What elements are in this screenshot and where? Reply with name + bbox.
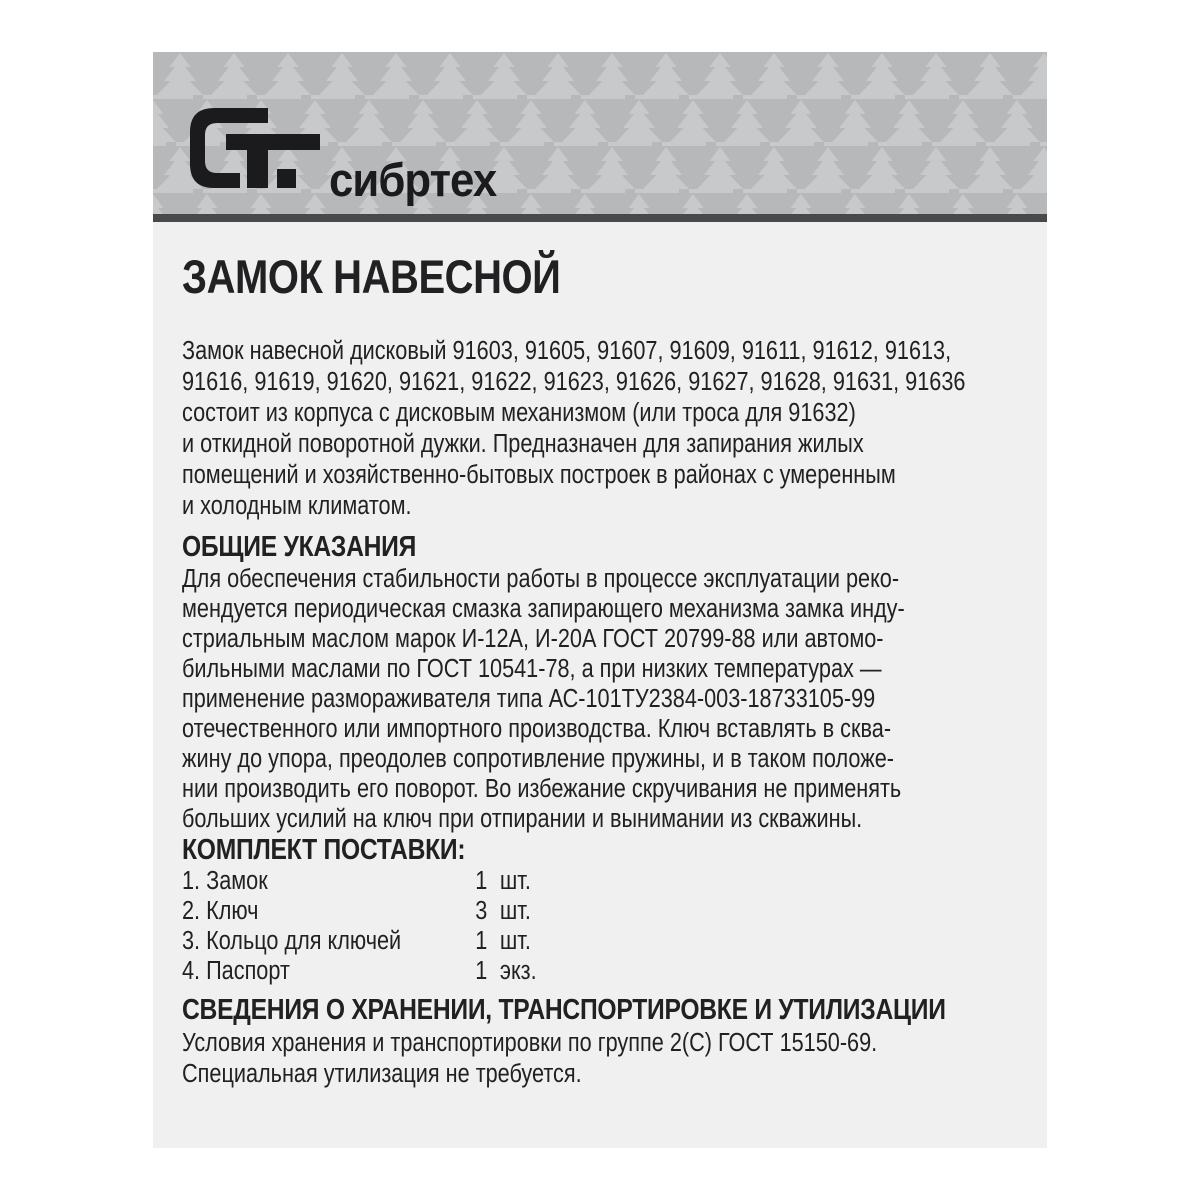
section-kit-heading: КОМПЛЕКТ ПОСТАВКИ: bbox=[182, 834, 466, 866]
brand-header bbox=[153, 52, 1047, 214]
product-passport-page bbox=[153, 52, 1047, 1148]
general-line: отечественного или импортного производства. Ключ вставлять в сква- bbox=[182, 715, 892, 743]
general-line: бильными маслами по ГОСТ 10541-78, а при низких температурах — bbox=[182, 655, 882, 683]
general-paragraph bbox=[182, 564, 1015, 834]
kit-item-name: 3. Кольцо для ключей bbox=[182, 927, 402, 955]
intro-line: Замок навесной дисковый 91603, 91605, 91607, 91609, 91611, 91612, 91613, bbox=[182, 337, 952, 365]
general-line: применение размораживателя типа АС-101ТУ2384-003-18733105-99 bbox=[182, 685, 876, 713]
intro-line: и откидной поворотной дужки. Предназначен для запирания жилых bbox=[182, 430, 864, 458]
general-line: нии производить его поворот. Во избежание скручивания не применять bbox=[182, 775, 902, 803]
general-line: больших усилий на ключ при отпирании и вынимании из скважины. bbox=[182, 805, 863, 833]
section-storage-heading: СВЕДЕНИЯ О ХРАНЕНИИ, ТРАНСПОРТИРОВКЕ И УТИЛИЗАЦИИ bbox=[182, 994, 946, 1026]
intro-line: состоит из корпуса с дисковым механизмом (или троса для 91632) bbox=[182, 399, 856, 427]
kit-list bbox=[182, 866, 1015, 986]
kit-item-qty: 3 bbox=[475, 897, 488, 925]
kit-row bbox=[182, 956, 1015, 986]
brand-logo bbox=[153, 52, 1047, 214]
header-divider-bar bbox=[153, 214, 1047, 222]
intro-line: и холодным климатом. bbox=[182, 492, 412, 520]
kit-item-name: 4. Паспорт bbox=[182, 957, 290, 985]
general-line: жину до упора, преодолев сопротивление пружины, и в таком положе- bbox=[182, 745, 894, 773]
kit-row bbox=[182, 896, 1015, 926]
general-line: Для обеспечения стабильности работы в процессе эксплуатации реко- bbox=[182, 565, 900, 593]
kit-item-qty: 1 bbox=[475, 867, 488, 895]
brand-name: сибртех bbox=[329, 153, 497, 206]
passport-content bbox=[153, 252, 1047, 1090]
section-kit bbox=[182, 834, 1015, 986]
kit-row bbox=[182, 926, 1015, 956]
storage-line: Специальная утилизация не требуется. bbox=[182, 1060, 582, 1088]
section-general bbox=[182, 530, 1015, 834]
section-general-heading: ОБЩИЕ УКАЗАНИЯ bbox=[182, 531, 417, 563]
kit-item-name: 1. Замок bbox=[182, 867, 268, 895]
kit-item-unit: шт. bbox=[499, 867, 531, 895]
kit-item-name: 2. Ключ bbox=[182, 897, 259, 925]
kit-item-unit: экз. bbox=[499, 957, 537, 985]
general-line: мендуется периодическая смазка запирающего механизма замка инду- bbox=[182, 595, 905, 623]
intro-paragraph bbox=[182, 336, 1015, 522]
ct-monogram-icon bbox=[190, 108, 320, 188]
kit-item-unit: шт. bbox=[499, 897, 531, 925]
general-line: стриальным маслом марок И-12А, И-20А ГОСТ 20799-88 или автомо- bbox=[182, 625, 884, 653]
kit-item-qty: 1 bbox=[475, 927, 488, 955]
kit-row bbox=[182, 866, 1015, 896]
intro-line: 91616, 91619, 91620, 91621, 91622, 91623, 91626, 91627, 91628, 91631, 91636 bbox=[182, 368, 966, 396]
kit-item-unit: шт. bbox=[499, 927, 531, 955]
intro-line: помещений и хозяйственно-бытовых построек в районах с умеренным bbox=[182, 461, 896, 489]
page-title: ЗАМОК НАВЕСНОЙ bbox=[182, 250, 561, 303]
section-storage bbox=[182, 992, 1015, 1090]
kit-item-qty: 1 bbox=[475, 957, 488, 985]
storage-line: Условия хранения и транспортировки по группе 2(С) ГОСТ 15150-69. bbox=[182, 1029, 878, 1057]
